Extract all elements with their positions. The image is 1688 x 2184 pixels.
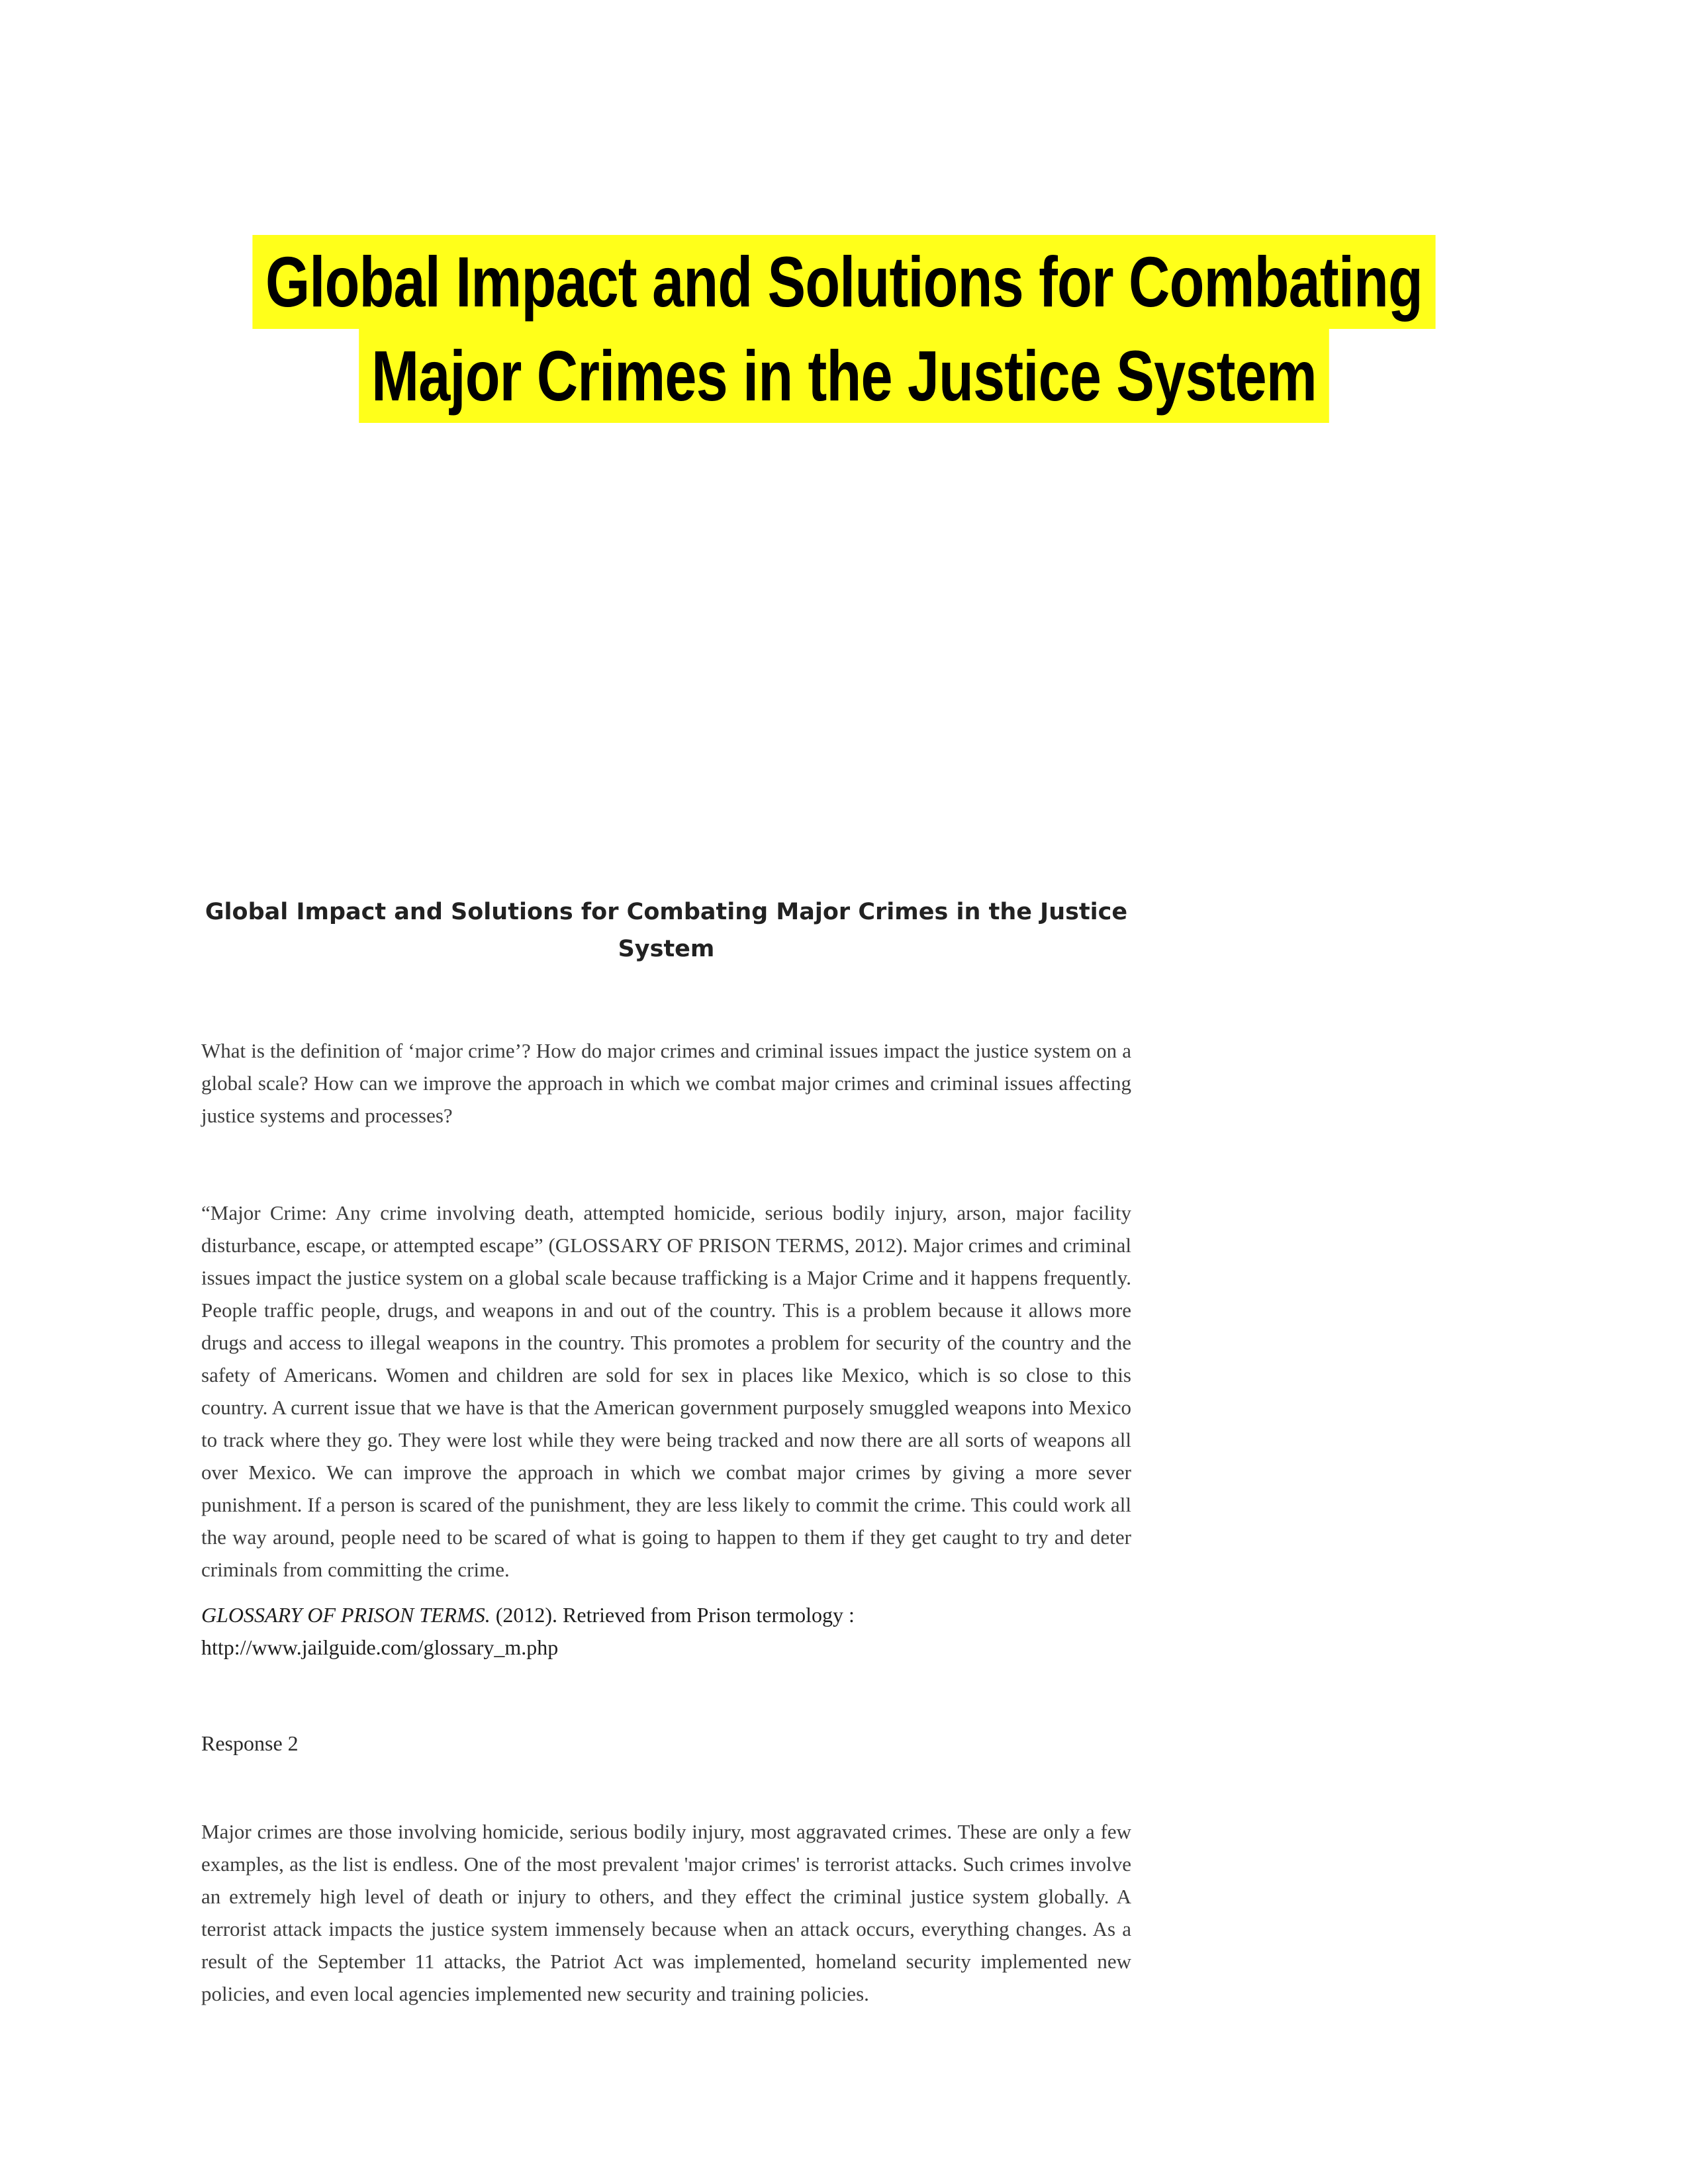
questions-paragraph: What is the definition of ‘major crime’? How do major crimes and criminal issues impact the justice system on a global scale? How can we improve the approach in which we combat major crimes and criminal issues affecting justice systems and processes? (201, 1039, 1131, 1127)
response-heading: Response 2 (201, 1731, 299, 1755)
document-title: Global Impact and Solutions for Combating Major Crimes in the Justice System (205, 899, 1128, 962)
banner-title-line-1: Global Impact and Solutions for Combating (253, 235, 1435, 329)
citation-source: GLOSSARY OF PRISON TERMS. (201, 1603, 491, 1627)
definition-paragraph: “Major Crime: Any crime involving death, attempted homicide, serious bodily injury, arson, major facility disturbance, escape, or attempted escape” (GLOSSARY OF PRISON TERMS, 2012). Major crimes and criminal issues impact the justice system on a global scale because trafficking is a Major Crime and it happens frequently. People traffic people, drugs, and weapons in and out of the country. This is a problem because it allows more drugs and access to illegal weapons in the country. This promotes a problem for security of the country and the safety of Americans. Women and children are sold for sex in places like Mexico, which is so close to this country. A current issue that we have is that the American government purposely smuggled weapons into Mexico to track where they go. They were lost while they were being tracked and now there are all sorts of weapons all over Mexico. We can improve the approach in which we combat major crimes by giving a more sever punishment. If a person is scared of the punishment, they are less likely to commit the crime. This could work all the way around, people need to be scared of what is going to happen to them if they get caught to try and deter criminals from committing the crime. (201, 1201, 1131, 1581)
citation (201, 1599, 1131, 1664)
document-page (201, 893, 1131, 2010)
response-paragraph: Major crimes are those involving homicide, serious bodily injury, most aggravated crimes. These are only a few examples, as the list is endless. One of the most prevalent 'major crimes' is terrorist attacks. Such crimes involve an extremely high level of death or injury to others, and they effect the criminal justice system globally. A terrorist attack impacts the justice system immensely because when an attack occurs, everything changes. As a result of the September 11 attacks, the Patriot Act was implemented, homeland security implemented new policies, and even local agencies implemented new security and training policies. (201, 1820, 1131, 2005)
citation-details: (2012). Retrieved from Prison termology : (490, 1603, 855, 1627)
banner-title-line-2: Major Crimes in the Justice System (359, 329, 1329, 423)
cover-banner (169, 235, 1519, 423)
citation-url: http://www.jailguide.com/glossary_m.php (201, 1635, 559, 1659)
